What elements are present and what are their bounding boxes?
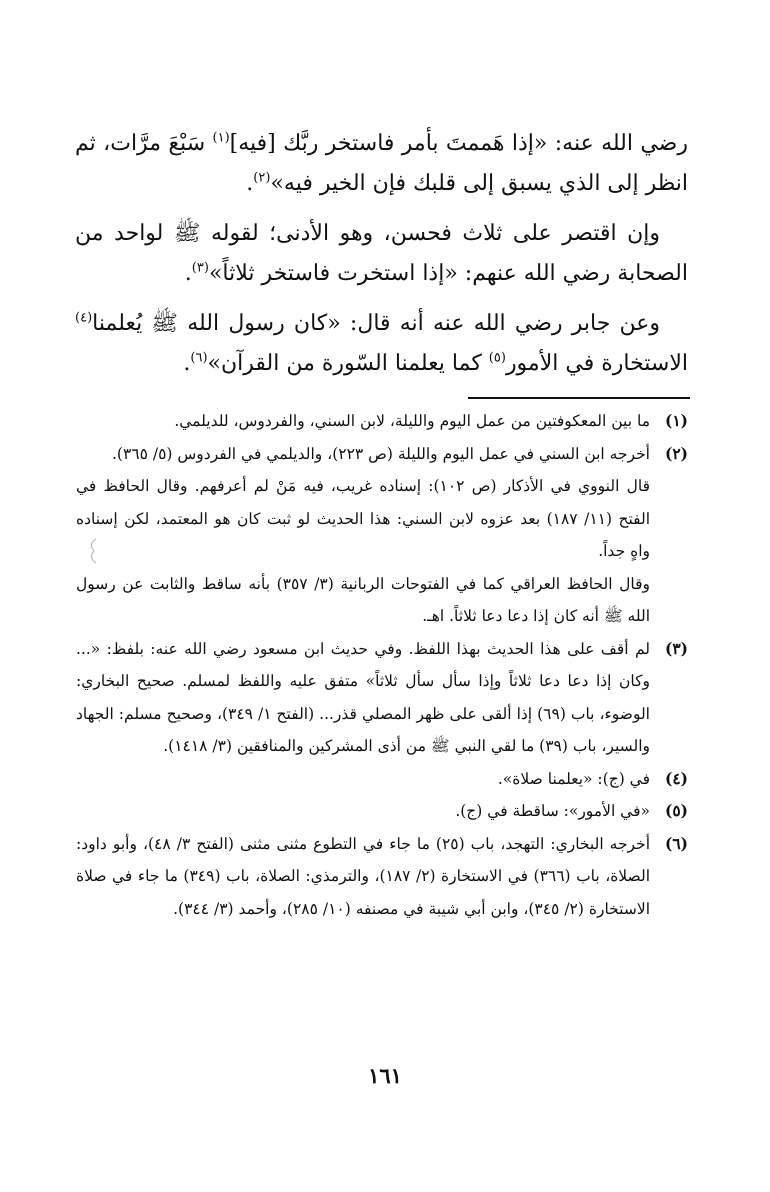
footnote-text: وقال الحافظ العراقي كما في الفتوحات الربانية (٣/ ٣٥٧) بأنه ساقط والثابت عن رسول الله ﷺ أنه كان إذا دعا دعا ثلاثاً. اهـ. <box>76 574 651 625</box>
paragraph-text: . <box>184 261 192 286</box>
margin-bracket-mark <box>86 538 100 564</box>
footnote-reference[interactable]: (٦) <box>190 350 208 366</box>
paragraph-text: وعن جابر رضي الله عنه أنه قال: «كان رسول الله ﷺ يُعلمنا <box>92 311 660 336</box>
main-paragraph <box>75 304 688 384</box>
footnote-reference[interactable]: (٣) <box>191 260 209 276</box>
footnote-number: (٤) <box>664 768 688 788</box>
footnote-reference[interactable]: (١) <box>212 130 230 146</box>
footnote-body <box>76 828 650 926</box>
paragraph-text: رضي الله عنه: «إذا هَممتَ بأمر فاستخر ربَّك [فيه] <box>229 131 688 156</box>
paragraph-text: وإن اقتصر على ثلاث فحسن، وهو الأدنى؛ لقوله ﷺ لواحد من الصحابة رضي الله عنهم: «إذا استخرت فاستخر ثلاثاً» <box>75 221 688 286</box>
footnote-reference[interactable]: (٢) <box>253 170 271 186</box>
footnote-text: أخرجه البخاري: التهجد، باب (٢٥) ما جاء في التطوع مثنى مثنى (الفتح ٣/ ٤٨)، وأبو داود: الصلاة، باب (٣٦٦) في الاستخارة (٢/ ١٨٧)، والترمذي: الصلاة، باب (٣٤٩) ما جاء في صلاة الاستخارة (٢/ ٣٤٥)، وابن أبي شيبة في مصنفه (١٠/ ٢٨٥)، وأحمد (٣/ ٣٤٤). <box>76 834 651 918</box>
paragraph-text: كما يعلمنا السّورة من القرآن» <box>207 351 489 376</box>
footnote-body <box>76 405 650 438</box>
paragraph-text: . <box>183 351 191 376</box>
footnote-reference[interactable]: (٥) <box>488 350 506 366</box>
footnote-body <box>76 438 650 471</box>
footnote <box>76 763 688 796</box>
footnote-continuation <box>76 470 688 633</box>
footnote-text: «في الأمور»: ساقطة في (ج). <box>455 802 650 820</box>
footnote <box>76 438 688 471</box>
footnote-text: في (ج): «يعلمنا صلاة». <box>497 769 650 788</box>
paragraph-text: الاستخارة في الأمور <box>505 351 688 376</box>
footnote-number: (٥) <box>664 801 688 820</box>
footnote-text: ما بين المعكوفتين من عمل اليوم والليلة، لابن السني، والفردوس، للديلمي. <box>174 412 650 430</box>
footnote-separator <box>468 397 690 399</box>
footnotes <box>76 405 688 925</box>
main-paragraph <box>75 214 688 294</box>
paragraph-text: سَبْعَ مرَّات، ثم انظر إلى الذي يسبق إلى قلبك فإن الخير فيه» <box>75 131 688 196</box>
footnote-text: لم أقف على هذا الحديث بهذا اللفظ. وفي حديث ابن مسعود رضي الله عنه: بلفظ: «... وكان إذا دعا دعا ثلاثاً وإذا سأل سأل ثلاثاً» متفق عليه واللفظ لمسلم. صحيح البخاري: الوضوء، باب (٦٩) إذا ألقى على ظهر المصلي قذر... (الفتح ١/ ٣٤٩)، وصحيح مسلم: الجهاد والسير، باب (٣٩) ما لقي النبي ﷺ من أذى المشركين والمنافقين (٣/ ١٤١٨). <box>76 639 650 755</box>
footnote <box>76 795 688 828</box>
footnote-number: (١) <box>664 411 688 430</box>
footnote-text: قال النووي في الأذكار (ص ١٠٢): إسناده غريب، فيه مَنْ لم أعرفهم. وقال الحافظ في الفتح (١١/ ١٨٧) بعد عزوه لابن السني: هذا الحديث لو ثبت كان هو المعتمد، لكن إسناده واهٍ جداً. <box>76 477 651 560</box>
footnote-number: (٢) <box>664 443 688 463</box>
footnote <box>76 405 688 438</box>
footnote-body <box>76 795 650 828</box>
footnote-reference[interactable]: (٤) <box>75 310 93 326</box>
paragraph-text: . <box>246 171 254 196</box>
footnote-number: (٣) <box>664 638 688 658</box>
footnote-body <box>76 763 650 796</box>
footnote-number: (٦) <box>664 833 688 853</box>
main-paragraph <box>75 124 688 204</box>
footnote-text: أخرجه ابن السني في عمل اليوم والليلة (ص ٢٢٣)، والديلمي في الفردوس (٥/ ٣٦٥). <box>111 444 650 463</box>
page-number: ١٦١ <box>368 1063 402 1088</box>
footnote <box>76 828 688 926</box>
footnote-body <box>76 633 650 763</box>
main-text <box>75 124 688 394</box>
footnote <box>76 633 688 763</box>
